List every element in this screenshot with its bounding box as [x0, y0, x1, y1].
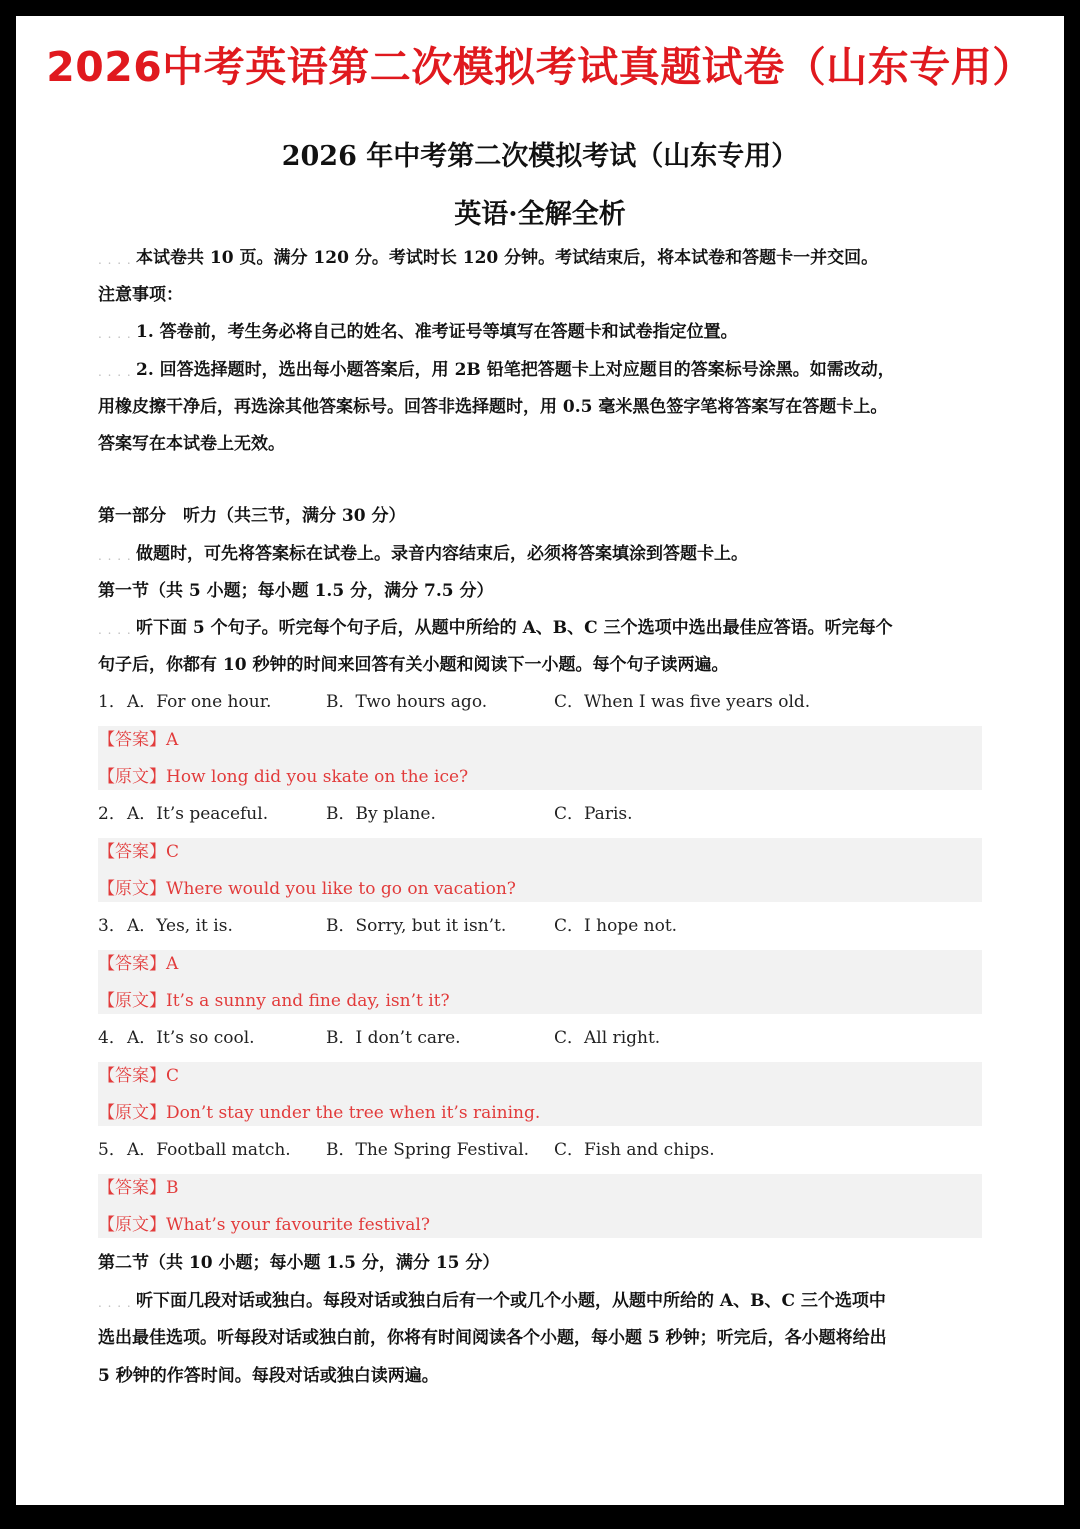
question-5 — [98, 1138, 998, 1162]
option-b: B．I don’t care. — [326, 1028, 461, 1048]
option-b: B．The Spring Festival. — [326, 1140, 530, 1160]
banner-title: 2026中考英语第二次模拟考试真题试卷（山东专用） — [46, 43, 1034, 91]
question-number: 1． — [98, 692, 126, 712]
part1-heading: 第一部分 听力（共三节，满分 30 分） — [98, 506, 406, 526]
option-c: C．Fish and chips. — [554, 1140, 715, 1160]
note-2-line-3: 答案写在本试卷上无效。 — [98, 434, 285, 454]
indent-marker: . . . . — [98, 549, 132, 563]
option-b: B．By plane. — [326, 804, 436, 824]
question-number: 5． — [98, 1140, 126, 1160]
option-a: A．Yes, it is. — [127, 916, 233, 936]
exam-subtitle: 英语·全解全析 — [454, 199, 626, 230]
section1-instruction-line-2: 句子后，你都有 10 秒钟的时间来回答有关小题和阅读下一小题。每个句子读两遍。 — [98, 655, 729, 675]
option-a: A．It’s so cool. — [127, 1028, 255, 1048]
answer-5: 【答案】B — [98, 1178, 179, 1198]
option-c: C．I hope not. — [554, 916, 678, 936]
question-number: 3． — [98, 916, 126, 936]
option-c: C．When I was five years old. — [554, 692, 811, 712]
exam-title: 2026 年中考第二次模拟考试（山东专用） — [281, 141, 799, 172]
option-b: B．Two hours ago. — [326, 692, 488, 712]
section1-instruction-line-1: . . . . 听下面 5 个句子。听完每个句子后，从题中所给的 A、B、C 三个选项中选出最佳应答语。听完每个 — [98, 616, 1036, 640]
question-number: 4． — [98, 1028, 126, 1048]
option-c: C．All right. — [554, 1028, 661, 1048]
question-number: 2． — [98, 804, 126, 824]
script-2: 【原文】Where would you like to go on vacation? — [98, 879, 516, 899]
option-a: A．Football match. — [127, 1140, 291, 1160]
section2-instruction-line-1: . . . . 听下面几段对话或独白。每段对话或独白后有一个或几个小题，从题中所给的 A、B、C 三个选项中 — [98, 1289, 1036, 1313]
option-a: A．It’s peaceful. — [127, 804, 269, 824]
option-b: B．Sorry, but it isn’t. — [326, 916, 507, 936]
question-2 — [98, 802, 998, 826]
exam-page — [16, 16, 1064, 1505]
note-2-line-2: 用橡皮擦干净后，再选涂其他答案标号。回答非选择题时，用 0.5 毫米黑色签字笔将答案写在答题卡上。 — [98, 397, 888, 417]
script-1: 【原文】How long did you skate on the ice? — [98, 767, 469, 787]
note-2-line-1: . . . . 2. 回答选择题时，选出每小题答案后，用 2B 铅笔把答题卡上对应题目的答案标号涂黑。如需改动， — [98, 358, 1036, 382]
intro-text: . . . . 本试卷共 10 页。满分 120 分。考试时长 120 分钟。考试结束后，将本试卷和答题卡一并交回。 — [98, 246, 1036, 270]
indent-marker: . . . . — [98, 623, 132, 637]
option-a: A．For one hour. — [127, 692, 272, 712]
question-1 — [98, 690, 998, 714]
indent-marker: . . . . — [98, 1296, 132, 1310]
indent-marker: . . . . — [98, 253, 132, 267]
question-4 — [98, 1026, 998, 1050]
option-c: C．Paris. — [554, 804, 633, 824]
section2-instruction-line-3: 5 秒钟的作答时间。每段对话或独白读两遍。 — [98, 1366, 439, 1386]
answer-3: 【答案】A — [98, 954, 179, 974]
answer-1: 【答案】A — [98, 730, 179, 750]
script-4: 【原文】Don’t stay under the tree when it’s raining. — [98, 1103, 541, 1123]
section1-heading: 第一节（共 5 小题；每小题 1.5 分，满分 7.5 分） — [98, 581, 494, 601]
indent-marker: . . . . — [98, 365, 132, 379]
script-3: 【原文】It’s a sunny and fine day, isn’t it? — [98, 991, 450, 1011]
question-3 — [98, 914, 998, 938]
section2-instruction-line-2: 选出最佳选项。听每段对话或独白前，你将有时间阅读各个小题，每小题 5 秒钟；听完后，各小题将给出 — [98, 1328, 887, 1348]
notes-heading: 注意事项： — [98, 285, 183, 305]
answer-2: 【答案】C — [98, 842, 180, 862]
answer-4: 【答案】C — [98, 1066, 180, 1086]
indent-marker: . . . . — [98, 327, 132, 341]
note-1: . . . . 1. 答卷前，考生务必将自己的姓名、准考证号等填写在答题卡和试卷指定位置。 — [98, 320, 1036, 344]
section2-heading: 第二节（共 10 小题；每小题 1.5 分，满分 15 分） — [98, 1253, 500, 1273]
script-5: 【原文】What’s your favourite festival? — [98, 1215, 430, 1235]
part1-instruction: . . . . 做题时，可先将答案标在试卷上。录音内容结束后，必须将答案填涂到答题卡上。 — [98, 542, 1036, 566]
